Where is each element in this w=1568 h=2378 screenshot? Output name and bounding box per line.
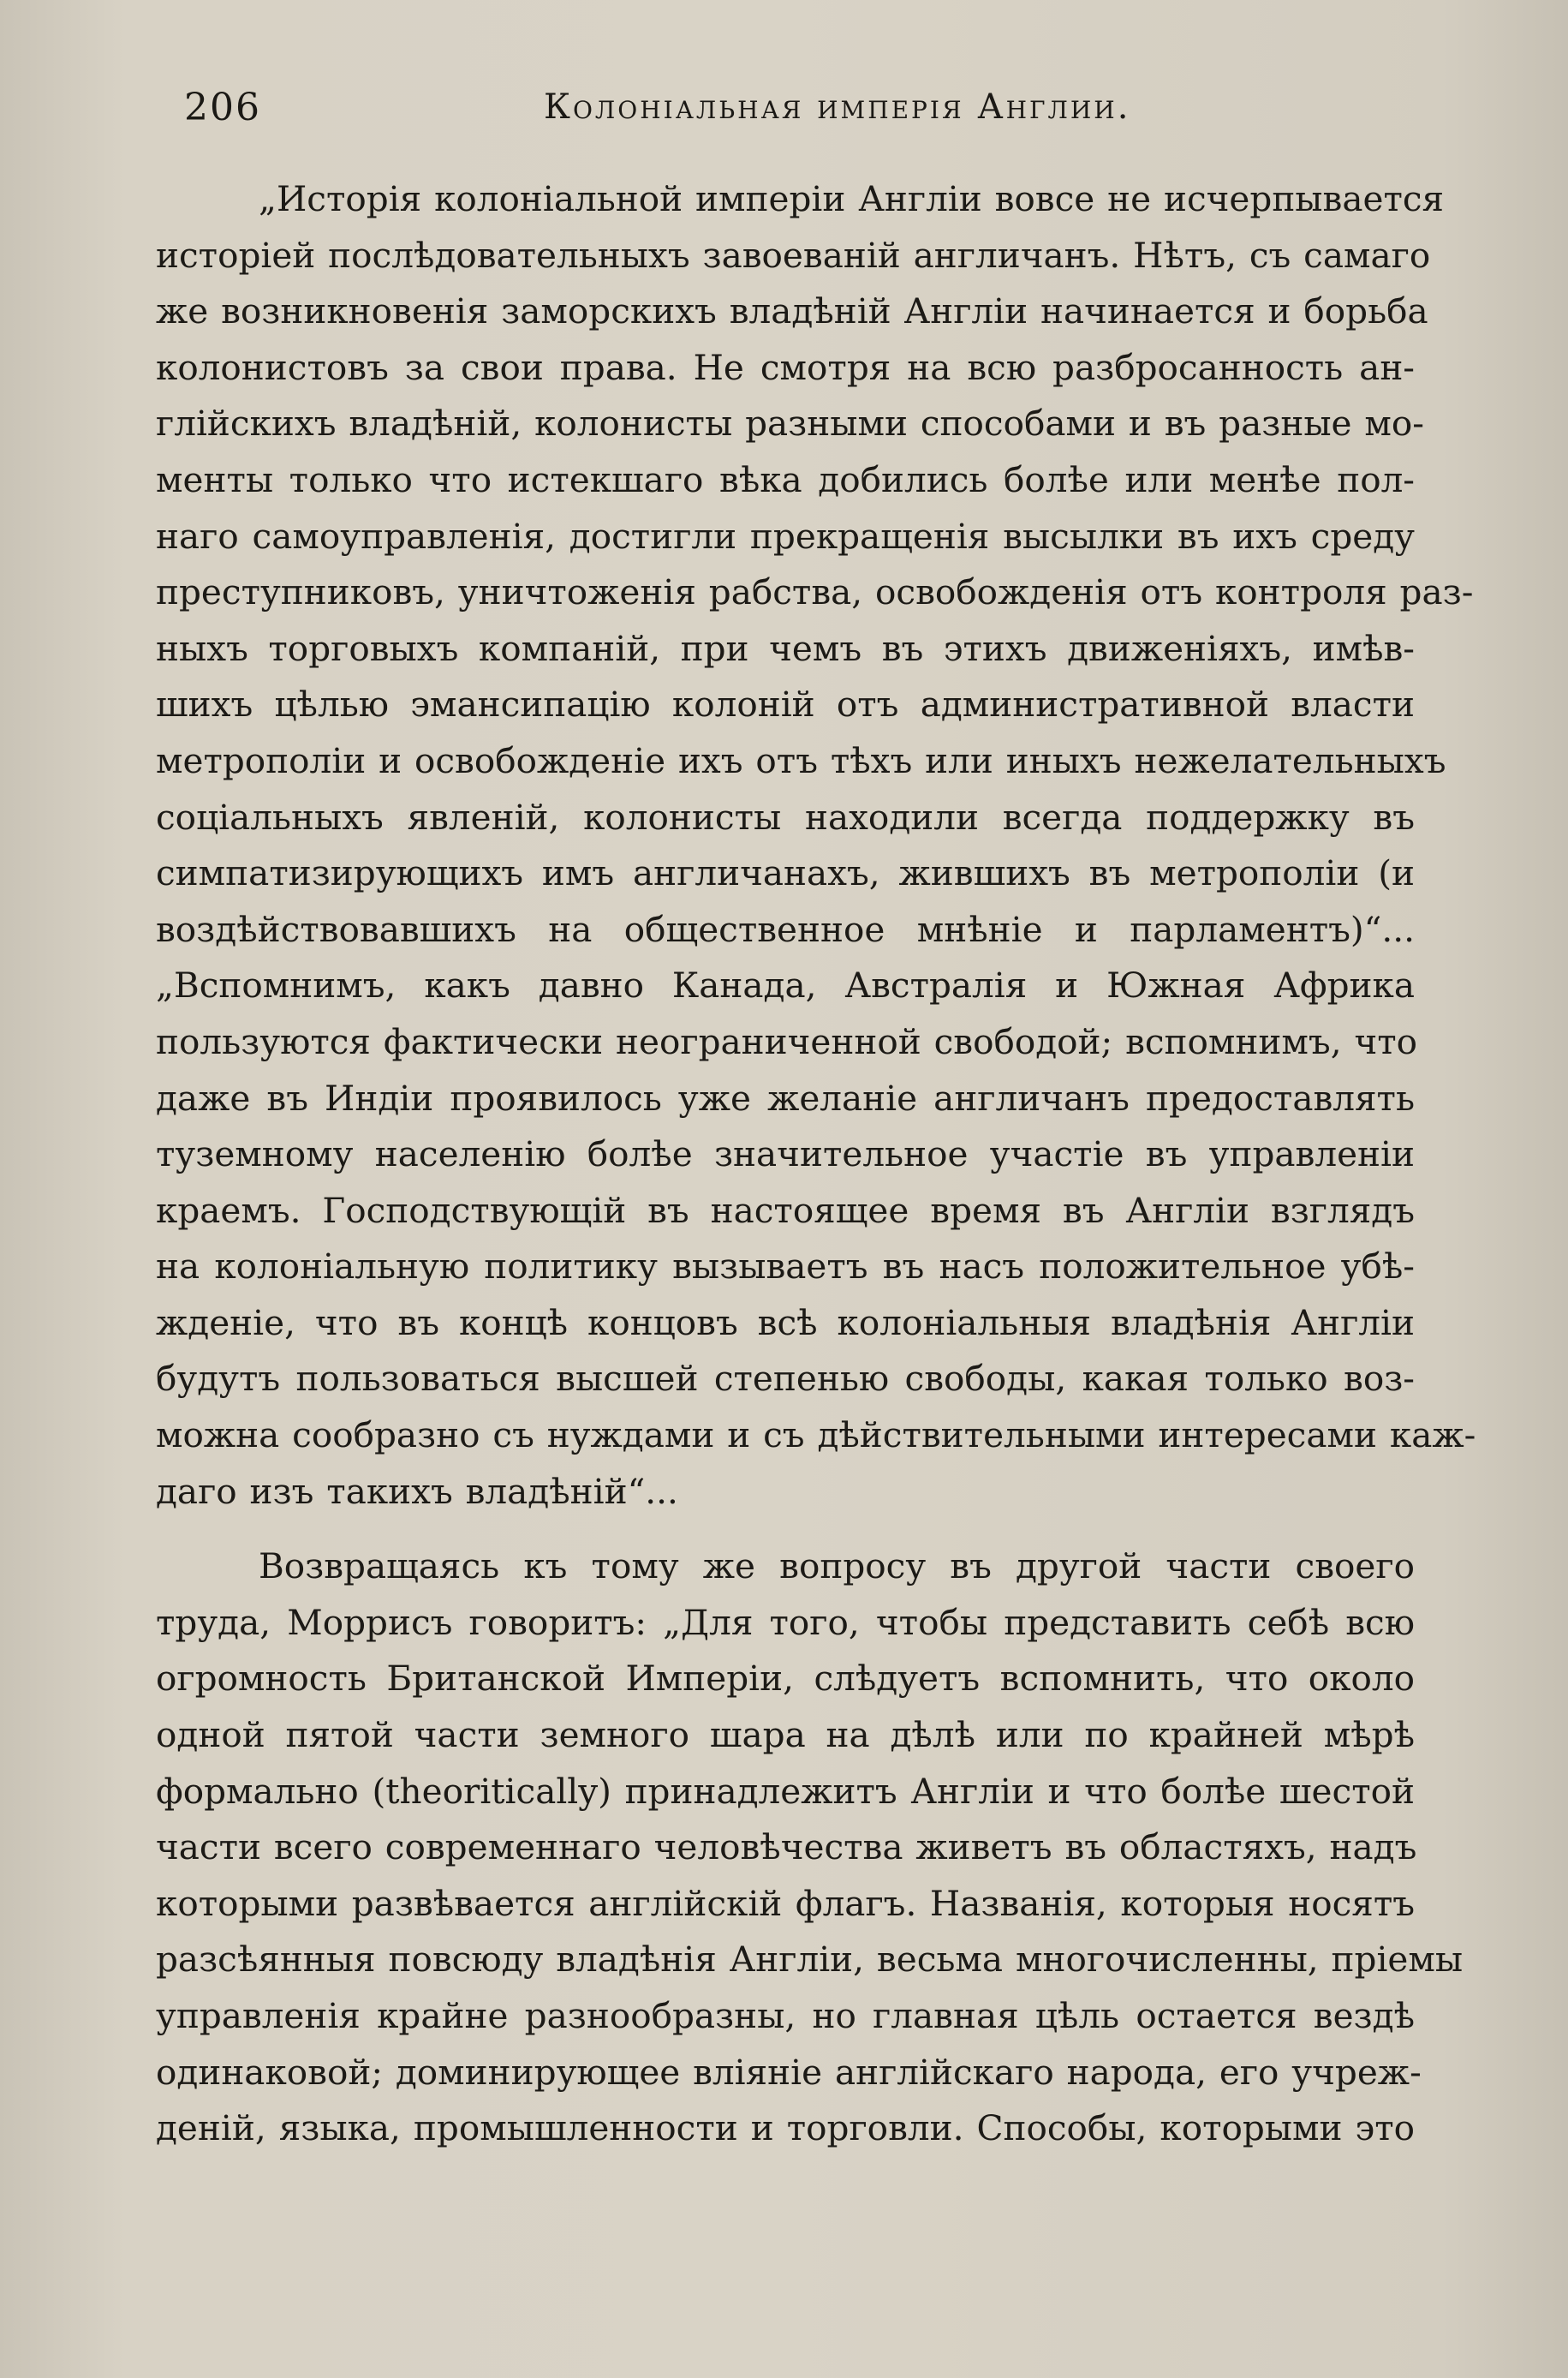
text-line: туземному населенію болѣе значительное участіе въ управленіи: [156, 1133, 1415, 1175]
text-line: труда, Моррисъ говоритъ: „Для того, чтобы представить себѣ всю: [156, 1601, 1415, 1643]
text-line: колонистовъ за свои права. Не смотря на всю разбросанность ан-: [156, 346, 1415, 388]
text-line: шихъ цѣлью эмансипацію колоній отъ административной власти: [156, 684, 1415, 726]
text-line: жденіе, что въ концѣ концовъ всѣ колоніальныя владѣнія Англіи: [156, 1301, 1415, 1343]
text-line: воздѣйствовавшихъ на общественное мнѣніе и парламентъ)“...: [156, 908, 1415, 950]
text-line: огромность Британской Имперіи, слѣдуетъ вспомнить, что около: [156, 1658, 1415, 1700]
text-line: формально (theoritically) принадлежитъ Англіи и что болѣе шестой: [156, 1770, 1415, 1812]
text-line: „Исторія колоніальной имперіи Англіи вовсе не исчерпывается: [259, 178, 1445, 219]
page-header: [184, 79, 1409, 147]
text-line: глійскихъ владѣній, колонисты разными способами и въ разные мо-: [156, 403, 1424, 445]
text-line: которыми развѣвается англійскій флагъ. Названія, которыя носятъ: [156, 1882, 1415, 1924]
text-line: одной пятой части земного шара на дѣлѣ или по крайней мѣрѣ: [156, 1714, 1415, 1756]
text-line: ныхъ торговыхъ компаній, при чемъ въ этихъ движеніяхъ, имѣв-: [156, 627, 1415, 669]
text-line: будутъ пользоваться высшей степенью свободы, какая только воз-: [156, 1358, 1415, 1400]
text-line: наго самоуправленія, достигли прекращенія высылки въ ихъ среду: [156, 515, 1415, 557]
text-line: можна сообразно съ нуждами и съ дѣйствительными интересами каж-: [156, 1414, 1476, 1456]
text-line: краемъ. Господствующій въ настоящее время въ Англіи взглядъ: [156, 1189, 1415, 1231]
running-title: Колоніальная имперія Англии.: [544, 87, 1131, 127]
text-line: менты только что истекшаго вѣка добились болѣе или менѣе пол-: [156, 458, 1415, 500]
body-text: [156, 171, 1476, 2157]
text-line: одинаковой; доминирующее вліяніе англійскаго народа, его учреж-: [156, 2051, 1422, 2093]
text-line: исторіей послѣдовательныхъ завоеваній англичанъ. Нѣтъ, съ самаго: [156, 234, 1431, 276]
text-line: части всего современнаго человѣчества живетъ въ областяхъ, надъ: [156, 1826, 1417, 1868]
page-number: 206: [184, 86, 261, 129]
text-line: „Вспомнимъ, какъ давно Канада, Австралія и Южная Африка: [156, 965, 1415, 1007]
text-line: преступниковъ, уничтоженія рабства, освобожденія отъ контроля раз-: [156, 571, 1474, 613]
text-line: соціальныхъ явленій, колонисты находили всегда поддержку въ: [156, 796, 1415, 838]
text-line: симпатизирующихъ имъ англичанахъ, жившихъ въ метрополіи (и: [156, 852, 1415, 894]
paragraph-gap: [156, 1520, 1415, 1539]
text-line: пользуются фактически неограниченной свободой; вспомнимъ, что: [156, 1020, 1418, 1062]
text-line: на колоніальную политику вызываетъ въ насъ положительное убѣ-: [156, 1246, 1415, 1288]
text-line: управленія крайне разнообразны, но главная цѣль остается вездѣ: [156, 1995, 1415, 2036]
text-line: разсѣянныя повсюду владѣнія Англіи, весьма многочисленны, пріемы: [156, 1939, 1464, 1981]
text-line: метрополіи и освобожденіе ихъ отъ тѣхъ или иныхъ нежелательныхъ: [156, 739, 1446, 781]
text-line: же возникновенія заморскихъ владѣній Англіи начинается и борьба: [156, 290, 1428, 332]
text-line: даже въ Индіи проявилось уже желаніе англичанъ предоставлять: [156, 1077, 1415, 1119]
text-line: деній, языка, промышленности и торговли. Способы, которыми это: [156, 2107, 1415, 2149]
text-line: даго изъ такихъ владѣній“...: [156, 1470, 678, 1512]
text-line: Возвращаясь къ тому же вопросу въ другой части своего: [259, 1545, 1415, 1587]
